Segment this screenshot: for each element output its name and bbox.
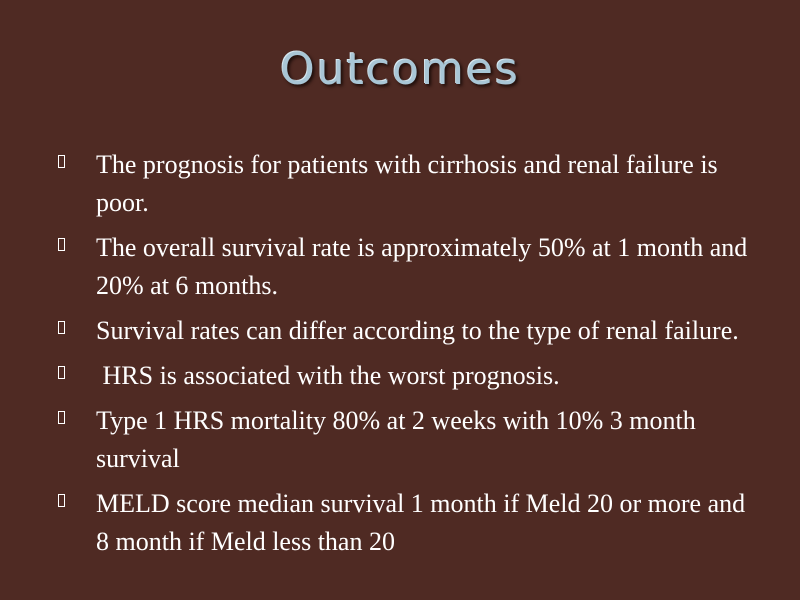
bullet-list — [0, 146, 800, 568]
bullet-text: Type 1 HRS mortality 80% at 2 weeks with 10% 3 month survival — [96, 406, 696, 473]
bullet-item — [0, 229, 800, 305]
bullet-item — [0, 146, 800, 222]
bullet-text: The overall survival rate is approximately 50% at 1 month and 20% at 6 months. — [96, 233, 748, 300]
bullet-item — [0, 485, 800, 561]
bullet-marker-icon — [58, 411, 65, 424]
bullet-marker-icon — [58, 155, 65, 168]
bullet-marker-icon — [58, 494, 65, 507]
bullet-marker-icon — [58, 366, 65, 379]
bullet-text: HRS is associated with the worst prognosis. — [96, 361, 560, 390]
bullet-marker-icon — [58, 238, 65, 251]
bullet-item — [0, 402, 800, 478]
slide-title: Outcomes — [280, 44, 520, 95]
bullet-text: Survival rates can differ according to the type of renal failure. — [96, 316, 739, 345]
bullet-text: MELD score median survival 1 month if Meld 20 or more and 8 month if Meld less than 20 — [96, 489, 746, 556]
bullet-item — [0, 312, 800, 350]
bullet-text: The prognosis for patients with cirrhosis and renal failure is poor. — [96, 150, 718, 217]
bullet-item — [0, 357, 800, 395]
bullet-marker-icon — [58, 321, 65, 334]
